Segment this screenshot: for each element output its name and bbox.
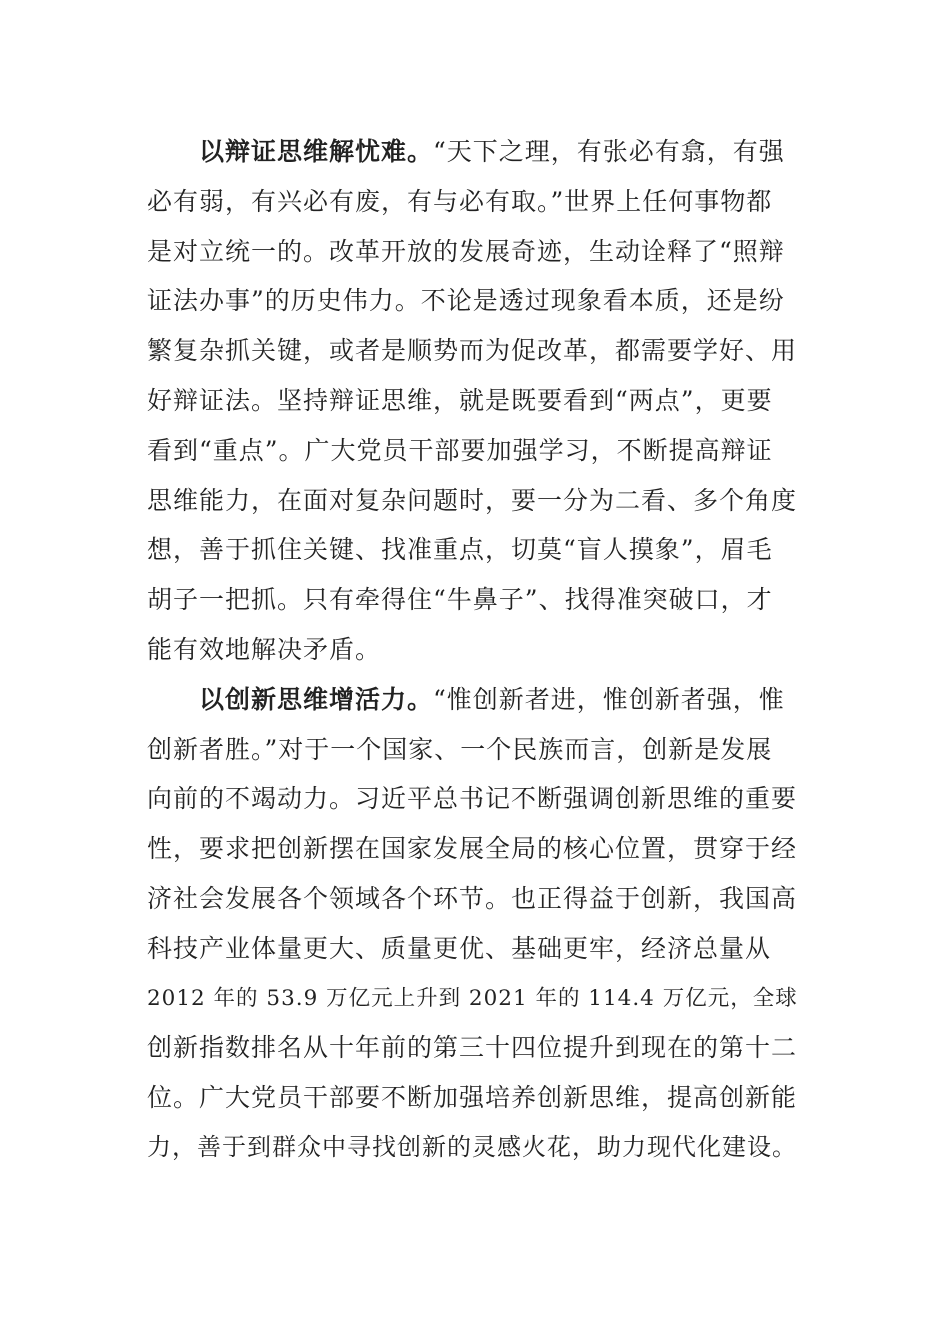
paragraph-1-line-9: 胡子一把抓。只有牵得住“牛鼻子”、找得准突破口，才 xyxy=(147,585,773,615)
paragraph-2-heading: 以创新思维增活力。 xyxy=(199,684,434,714)
paragraph-2-line-1: 创新者胜。”对于一个国家、一个民族而言，创新是发展 xyxy=(147,734,773,764)
paragraph-1-line-10: 能有效地解决矛盾。 xyxy=(147,634,382,664)
paragraph-2-line-3: 性，要求把创新摆在国家发展全局的核心位置，贯穿于经 xyxy=(147,834,798,864)
paragraph-1-line-3: 证法办事”的历史伟力。不论是透过现象看本质，还是纷 xyxy=(147,286,785,316)
paragraph-2-line-5: 科技产业体量更大、质量更优、基础更牢，经济总量从 xyxy=(147,933,772,963)
paragraph-2-line-6: 2012 年的 53.9 万亿元上升到 2021 年的 114.4 万亿元，全球 xyxy=(147,985,798,1011)
paragraph-1-line-6: 看到“重点”。广大党员干部要加强学习，不断提高辩证 xyxy=(147,435,773,465)
document-body xyxy=(147,127,807,1173)
paragraph-1-line-7: 思维能力，在面对复杂问题时，要一分为二看、多个角度 xyxy=(147,485,798,515)
paragraph-1-line-2: 是对立统一的。改革开放的发展奇迹，生动诠释了“照辩 xyxy=(147,236,785,266)
paragraph-2-line-7: 创新指数排名从十年前的第三十四位提升到现在的第十二 xyxy=(147,1033,798,1063)
paragraph-2-line-8: 位。广大党员干部要不断加强培养创新思维，提高创新能 xyxy=(147,1083,798,1113)
paragraph-2-line-0: “惟创新者进，惟创新者强，惟 xyxy=(433,684,785,714)
paragraph-2-line-9: 力，善于到群众中寻找创新的灵感火花，助力现代化建设。 xyxy=(147,1132,797,1161)
paragraph-2-line-2: 向前的不竭动力。习近平总书记不断强调创新思维的重要 xyxy=(147,784,798,814)
paragraph-1-line-0: “天下之理，有张必有翕，有强 xyxy=(433,137,785,166)
paragraph-2-first-line xyxy=(147,675,807,725)
paragraph-1-line-1: 必有弱，有兴必有废，有与必有取。”世界上任何事物都 xyxy=(147,186,773,216)
paragraph-1-line-4: 繁复杂抓关键，或者是顺势而为促改革，都需要学好、用 xyxy=(147,336,798,366)
paragraph-1-line-5: 好辩证法。坚持辩证思维，就是既要看到“两点”，更要 xyxy=(147,385,773,415)
paragraph-1-first-line xyxy=(147,127,807,177)
paragraph-1-heading: 以辩证思维解忧难。 xyxy=(199,137,434,166)
paragraph-1-line-8: 想，善于抓住关键、找准重点，切莫“盲人摸象”，眉毛 xyxy=(147,535,773,565)
paragraph-2-line-4: 济社会发展各个领域各个环节。也正得益于创新，我国高 xyxy=(147,883,798,913)
